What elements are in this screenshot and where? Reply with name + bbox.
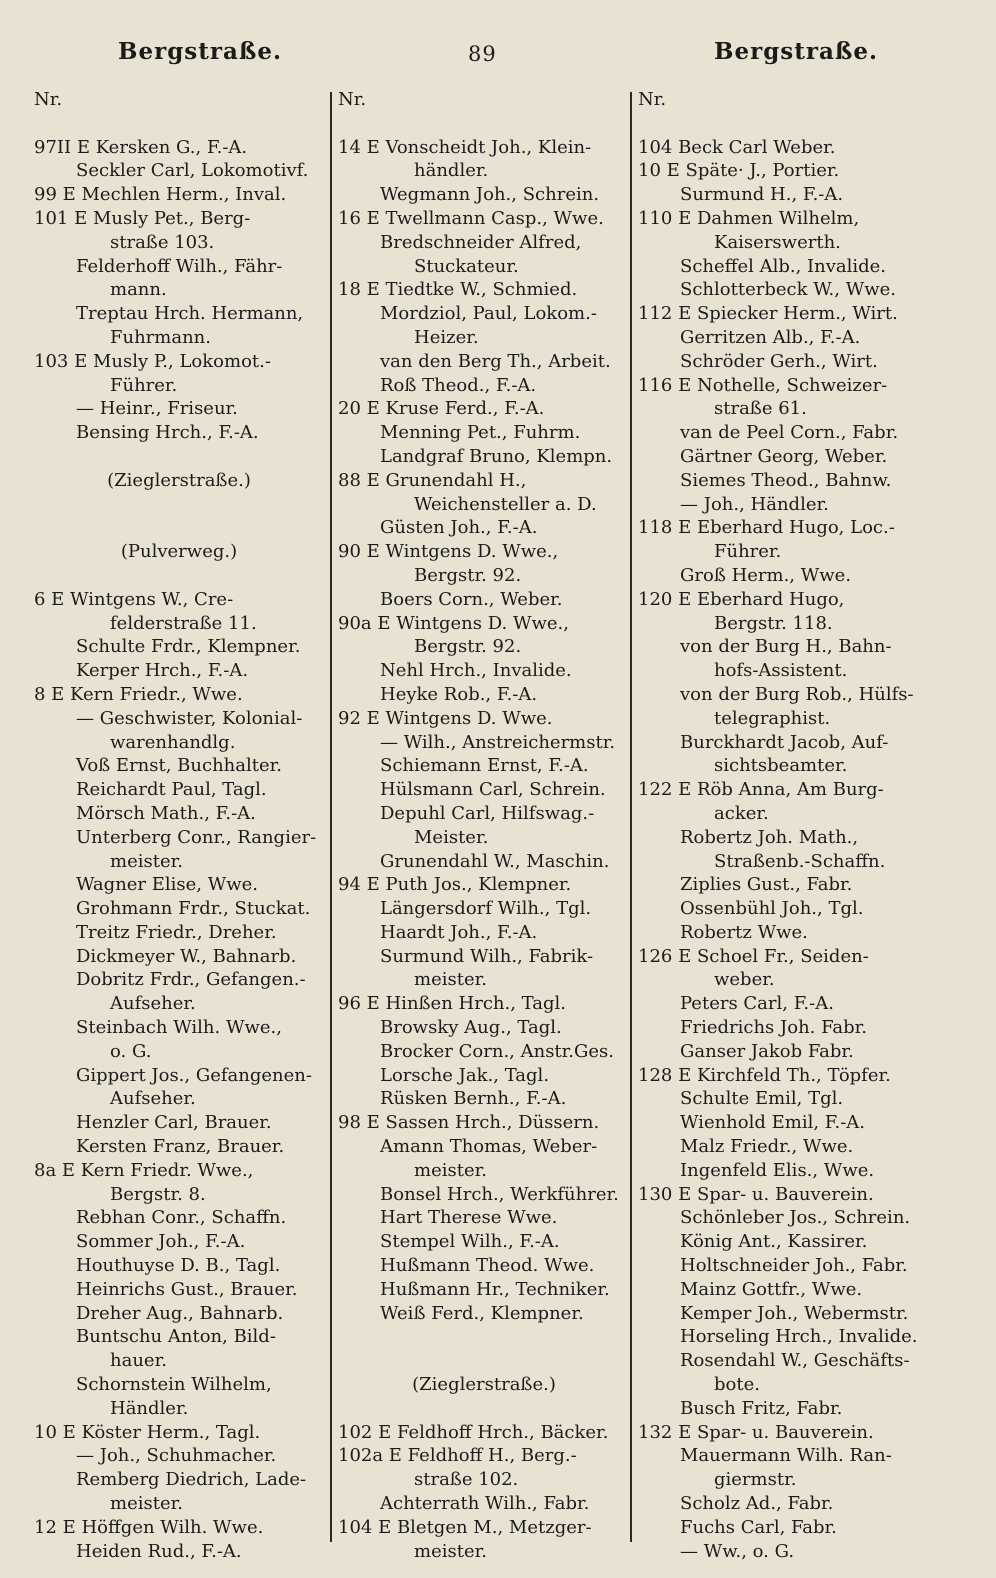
directory-line: Nr. (338, 89, 367, 110)
directory-line: König Ant., Kassirer. (680, 1231, 868, 1253)
directory-line: Hart Therese Wwe. (380, 1207, 558, 1229)
directory-line: 118 E Eberhard Hugo, Loc.- (638, 517, 895, 539)
blank-line (34, 112, 324, 136)
directory-line: 92 E Wintgens D. Wwe. (338, 707, 553, 729)
directory-line: Längersdorf Wilh., Tgl. (380, 898, 592, 920)
directory-line: Händler. (110, 1397, 189, 1419)
directory-line: Wienhold Emil, F.-A. (680, 1112, 865, 1134)
directory-line: Depuhl Carl, Hilfswag.- (380, 802, 595, 824)
directory-line: Fuchs Carl, Fabr. (680, 1516, 837, 1538)
directory-line: 8 E Kern Friedr., Wwe. (34, 683, 243, 705)
directory-line: meister. (414, 1540, 487, 1562)
directory-line: bote. (714, 1374, 760, 1396)
running-head-right: Bergstraße. (714, 38, 878, 65)
directory-line: Wegmann Joh., Schrein. (380, 184, 600, 206)
directory-line: Scholz Ad., Fabr. (680, 1493, 834, 1515)
directory-line: Führer. (110, 374, 178, 396)
directory-line: Mauermann Wilh. Ran- (680, 1445, 892, 1467)
directory-line: Nehl Hrch., Invalide. (380, 660, 572, 682)
directory-line: Fuhrmann. (110, 326, 211, 348)
directory-line: 6 E Wintgens W., Cre- (34, 588, 234, 610)
directory-line: Bergstr. 118. (714, 612, 833, 634)
directory-line: Stempel Wilh., F.-A. (380, 1231, 560, 1253)
directory-line: 103 E Musly P., Lokomot.- (34, 350, 271, 372)
directory-line: Ossenbühl Joh., Tgl. (680, 898, 864, 920)
directory-line: Amann Thomas, Weber- (380, 1136, 598, 1158)
directory-line: 128 E Kirchfeld Th., Töpfer. (638, 1064, 891, 1086)
directory-line: Ziplies Gust., Fabr. (680, 874, 853, 896)
directory-line: Gärtner Georg, Weber. (680, 445, 888, 467)
directory-line: Bergstr. 8. (110, 1183, 206, 1205)
directory-line: Bergstr. 92. (414, 564, 522, 586)
directory-line: Mainz Gottfr., Wwe. (680, 1278, 863, 1300)
directory-line: Kersten Franz, Brauer. (76, 1136, 285, 1158)
directory-line: 102 E Feldhoff Hrch., Bäcker. (338, 1421, 609, 1443)
directory-line: Treitz Friedr., Dreher. (76, 921, 277, 943)
directory-line: Dickmeyer W., Bahnarb. (76, 945, 297, 967)
directory-line: 130 E Spar- u. Bauverein. (638, 1183, 874, 1205)
page-number: 89 (468, 42, 497, 66)
directory-line: Grunendahl W., Maschin. (380, 850, 610, 872)
directory-line: Hußmann Hr., Techniker. (380, 1278, 610, 1300)
directory-line: 132 E Spar- u. Bauverein. (638, 1421, 874, 1443)
directory-line: Lorsche Jak., Tagl. (380, 1064, 550, 1086)
directory-line: 90 E Wintgens D. Wwe., (338, 541, 559, 563)
directory-line: Rüsken Bernh., F.-A. (380, 1088, 567, 1110)
directory-line: giermstr. (714, 1469, 797, 1491)
directory-line: 14 E Vonscheidt Joh., Klein- (338, 136, 592, 158)
directory-line: Heyke Rob., F.-A. (380, 683, 538, 705)
column-divider (630, 92, 632, 1542)
directory-line: Reichardt Paul, Tagl. (76, 779, 267, 801)
directory-line: meister. (110, 850, 183, 872)
directory-line: 99 E Mechlen Herm., Inval. (34, 184, 287, 206)
directory-line: 20 E Kruse Ferd., F.-A. (338, 398, 545, 420)
directory-line: Horseling Hrch., Invalide. (680, 1326, 918, 1348)
directory-line: Nr. (34, 89, 63, 110)
directory-line: 10 E Köster Herm., Tagl. (34, 1421, 261, 1443)
directory-line: Achterrath Wilh., Fabr. (380, 1493, 590, 1515)
directory-line: 96 E Hinßen Hrch., Tagl. (338, 993, 567, 1015)
directory-line: Henzler Carl, Brauer. (76, 1112, 272, 1134)
directory-line: Aufseher. (110, 993, 196, 1015)
directory-line: Robertz Joh. Math., (680, 826, 859, 848)
directory-line: Treptau Hrch. Hermann, (76, 303, 304, 325)
directory-line: Dobritz Frdr., Gefangen.- (76, 969, 306, 991)
directory-line: Rosendahl W., Geschäfts- (680, 1350, 910, 1372)
directory-line: Boers Corn., Weber. (380, 588, 563, 610)
directory-line: 8a E Kern Friedr. Wwe., (34, 1159, 254, 1181)
directory-line: Schornstein Wilhelm, (76, 1374, 272, 1396)
directory-line: Buntschu Anton, Bild- (76, 1326, 276, 1348)
directory-line: Wagner Elise, Wwe. (76, 874, 259, 896)
directory-line: Bensing Hrch., F.-A. (76, 422, 259, 444)
directory-line: 126 E Schoel Fr., Seiden- (638, 945, 869, 967)
running-head-left: Bergstraße. (118, 38, 282, 65)
section-heading: (Zieglerstraße.) (107, 469, 251, 491)
directory-line: Hülsmann Carl, Schrein. (380, 779, 606, 801)
directory-line: — Geschwister, Kolonial- (76, 707, 303, 729)
directory-line: hofs-Assistent. (714, 660, 848, 682)
directory-line: van den Berg Th., Arbeit. (380, 350, 611, 372)
directory-line: Weichensteller a. D. (414, 493, 597, 515)
blank-line (338, 1397, 630, 1421)
directory-line: 10 E Späte· J., Portier. (638, 160, 840, 182)
directory-line: 16 E Twellmann Casp., Wwe. (338, 207, 604, 229)
directory-line: Gerritzen Alb., F.-A. (680, 326, 861, 348)
directory-line: Schulte Frdr., Klempner. (76, 636, 301, 658)
directory-line: 90a E Wintgens D. Wwe., (338, 612, 569, 634)
directory-line: o. G. (110, 1040, 152, 1062)
directory-line: 88 E Grunendahl H., (338, 469, 527, 491)
directory-line: Menning Pet., Fuhrm. (380, 422, 581, 444)
directory-line: — Joh., Schuhmacher. (76, 1445, 277, 1467)
column-divider (330, 92, 332, 1542)
directory-line: Malz Friedr., Wwe. (680, 1136, 854, 1158)
directory-line: Ganser Jakob Fabr. (680, 1040, 854, 1062)
directory-line: 98 E Sassen Hrch., Düssern. (338, 1112, 600, 1134)
directory-line: 120 E Eberhard Hugo, (638, 588, 845, 610)
directory-line: 18 E Tiedtke W., Schmied. (338, 279, 578, 301)
column-2 (338, 88, 630, 1563)
directory-line: mann. (110, 279, 167, 301)
directory-line: Browsky Aug., Tagl. (380, 1017, 562, 1039)
directory-line: 102a E Feldhoff H., Berg.- (338, 1445, 577, 1467)
directory-line: — Ww., o. G. (680, 1540, 795, 1562)
directory-line: 101 E Musly Pet., Berg- (34, 207, 251, 229)
blank-line (338, 1349, 630, 1373)
directory-line: Kaiserswerth. (714, 231, 841, 253)
directory-line: Führer. (714, 541, 782, 563)
directory-line: Straßenb.-Schaffn. (714, 850, 886, 872)
directory-line: meister. (110, 1493, 183, 1515)
directory-line: Bergstr. 92. (414, 636, 522, 658)
directory-line: von der Burg Rob., Hülfs- (680, 683, 914, 705)
directory-line: Aufseher. (110, 1088, 196, 1110)
directory-line: 12 E Höffgen Wilh. Wwe. (34, 1516, 264, 1538)
directory-line: Peters Carl, F.-A. (680, 993, 834, 1015)
directory-line: 110 E Dahmen Wilhelm, (638, 207, 860, 229)
directory-line: Meister. (414, 826, 489, 848)
column-3 (638, 88, 928, 1563)
directory-line: Groß Herm., Wwe. (680, 564, 852, 586)
directory-line: Rebhan Conr., Schaffn. (76, 1207, 287, 1229)
blank-line (34, 493, 324, 517)
directory-line: Seckler Carl, Lokomotivf. (76, 160, 309, 182)
directory-line: meister. (414, 1159, 487, 1181)
directory-line: 112 E Spiecker Herm., Wirt. (638, 303, 898, 325)
directory-line: 94 E Puth Jos., Klempner. (338, 874, 572, 896)
directory-line: Schröder Gerh., Wirt. (680, 350, 878, 372)
directory-line: Heiden Rud., F.-A. (76, 1540, 242, 1562)
directory-line: Landgraf Bruno, Klempn. (380, 445, 613, 467)
directory-line: Gippert Jos., Gefangenen- (76, 1064, 312, 1086)
directory-line: Schönleber Jos., Schrein. (680, 1207, 911, 1229)
directory-line: weber. (714, 969, 775, 991)
directory-line: Güsten Joh., F.-A. (380, 517, 538, 539)
directory-line: Roß Theod., F.-A. (380, 374, 537, 396)
directory-line: felderstraße 11. (110, 612, 257, 634)
directory-line: Sommer Joh., F.-A. (76, 1231, 246, 1253)
directory-line: Unterberg Conr., Rangier- (76, 826, 317, 848)
blank-line (34, 445, 324, 469)
directory-line: sichtsbeamter. (714, 755, 848, 777)
directory-line: Hußmann Theod. Wwe. (380, 1255, 595, 1277)
directory-line: 104 E Bletgen M., Metzger- (338, 1516, 592, 1538)
directory-line: Robertz Wwe. (680, 921, 808, 943)
directory-line: acker. (714, 802, 769, 824)
directory-line: warenhandlg. (110, 731, 236, 753)
directory-line: straße 102. (414, 1469, 519, 1491)
directory-line: Brocker Corn., Anstr.Ges. (380, 1040, 615, 1062)
directory-line: Nr. (638, 89, 667, 110)
directory-line: Heinrichs Gust., Brauer. (76, 1278, 298, 1300)
directory-line: 122 E Röb Anna, Am Burg- (638, 779, 884, 801)
directory-line: Friedrichs Joh. Fabr. (680, 1017, 867, 1039)
section-heading: (Zieglerstraße.) (412, 1374, 556, 1396)
directory-line: händler. (414, 160, 489, 182)
directory-line: 116 E Nothelle, Schweizer- (638, 374, 888, 396)
directory-line: Schiemann Ernst, F.-A. (380, 755, 589, 777)
directory-line: Heizer. (414, 326, 479, 348)
directory-line: straße 61. (714, 398, 807, 420)
directory-line: Weiß Ferd., Klempner. (380, 1302, 584, 1324)
directory-line: Haardt Joh., F.-A. (380, 921, 538, 943)
directory-line: Felderhoff Wilh., Fähr- (76, 255, 283, 277)
directory-line: Busch Fritz, Fabr. (680, 1397, 843, 1419)
directory-line: — Wilh., Anstreichermstr. (380, 731, 616, 753)
directory-line: Burckhardt Jacob, Auf- (680, 731, 889, 753)
directory-line: von der Burg H., Bahn- (680, 636, 892, 658)
directory-line: Bonsel Hrch., Werkführer. (380, 1183, 619, 1205)
blank-line (338, 1325, 630, 1349)
directory-line: Kerper Hrch., F.-A. (76, 660, 249, 682)
directory-line: hauer. (110, 1350, 167, 1372)
directory-line: Ingenfeld Elis., Wwe. (680, 1159, 875, 1181)
directory-line: van de Peel Corn., Fabr. (680, 422, 899, 444)
directory-line: Kemper Joh., Webermstr. (680, 1302, 909, 1324)
directory-line: straße 103. (110, 231, 215, 253)
blank-line (338, 112, 630, 136)
blank-line (34, 516, 324, 540)
directory-line: Scheffel Alb., Invalide. (680, 255, 887, 277)
blank-line (34, 564, 324, 588)
directory-line: Mörsch Math., F.-A. (76, 802, 256, 824)
section-heading: (Pulverweg.) (120, 541, 238, 563)
directory-line: Surmund Wilh., Fabrik- (380, 945, 594, 967)
directory-line: telegraphist. (714, 707, 831, 729)
column-1 (34, 88, 324, 1563)
directory-line: Mordziol, Paul, Lokom.- (380, 303, 597, 325)
directory-line: Voß Ernst, Buchhalter. (76, 755, 282, 777)
directory-line: Houthuyse D. B., Tagl. (76, 1255, 281, 1277)
directory-line: Bredschneider Alfred, (380, 231, 582, 253)
blank-line (638, 112, 928, 136)
directory-line: Schlotterbeck W., Wwe. (680, 279, 897, 301)
directory-line: meister. (414, 969, 487, 991)
directory-line: Surmund H., F.-A. (680, 184, 844, 206)
directory-line: Dreher Aug., Bahnarb. (76, 1302, 284, 1324)
directory-line: Grohmann Frdr., Stuckat. (76, 898, 311, 920)
directory-line: — Joh., Händler. (680, 493, 829, 515)
directory-line: 97II E Kersken G., F.-A. (34, 136, 248, 158)
directory-line: 104 Beck Carl Weber. (638, 136, 836, 158)
directory-line: Siemes Theod., Bahnw. (680, 469, 892, 491)
directory-line: Remberg Diedrich, Lade- (76, 1469, 307, 1491)
directory-line: Stuckateur. (414, 255, 519, 277)
directory-line: Schulte Emil, Tgl. (680, 1088, 844, 1110)
directory-line: Steinbach Wilh. Wwe., (76, 1017, 282, 1039)
directory-line: — Heinr., Friseur. (76, 398, 238, 420)
directory-line: Holtschneider Joh., Fabr. (680, 1255, 908, 1277)
